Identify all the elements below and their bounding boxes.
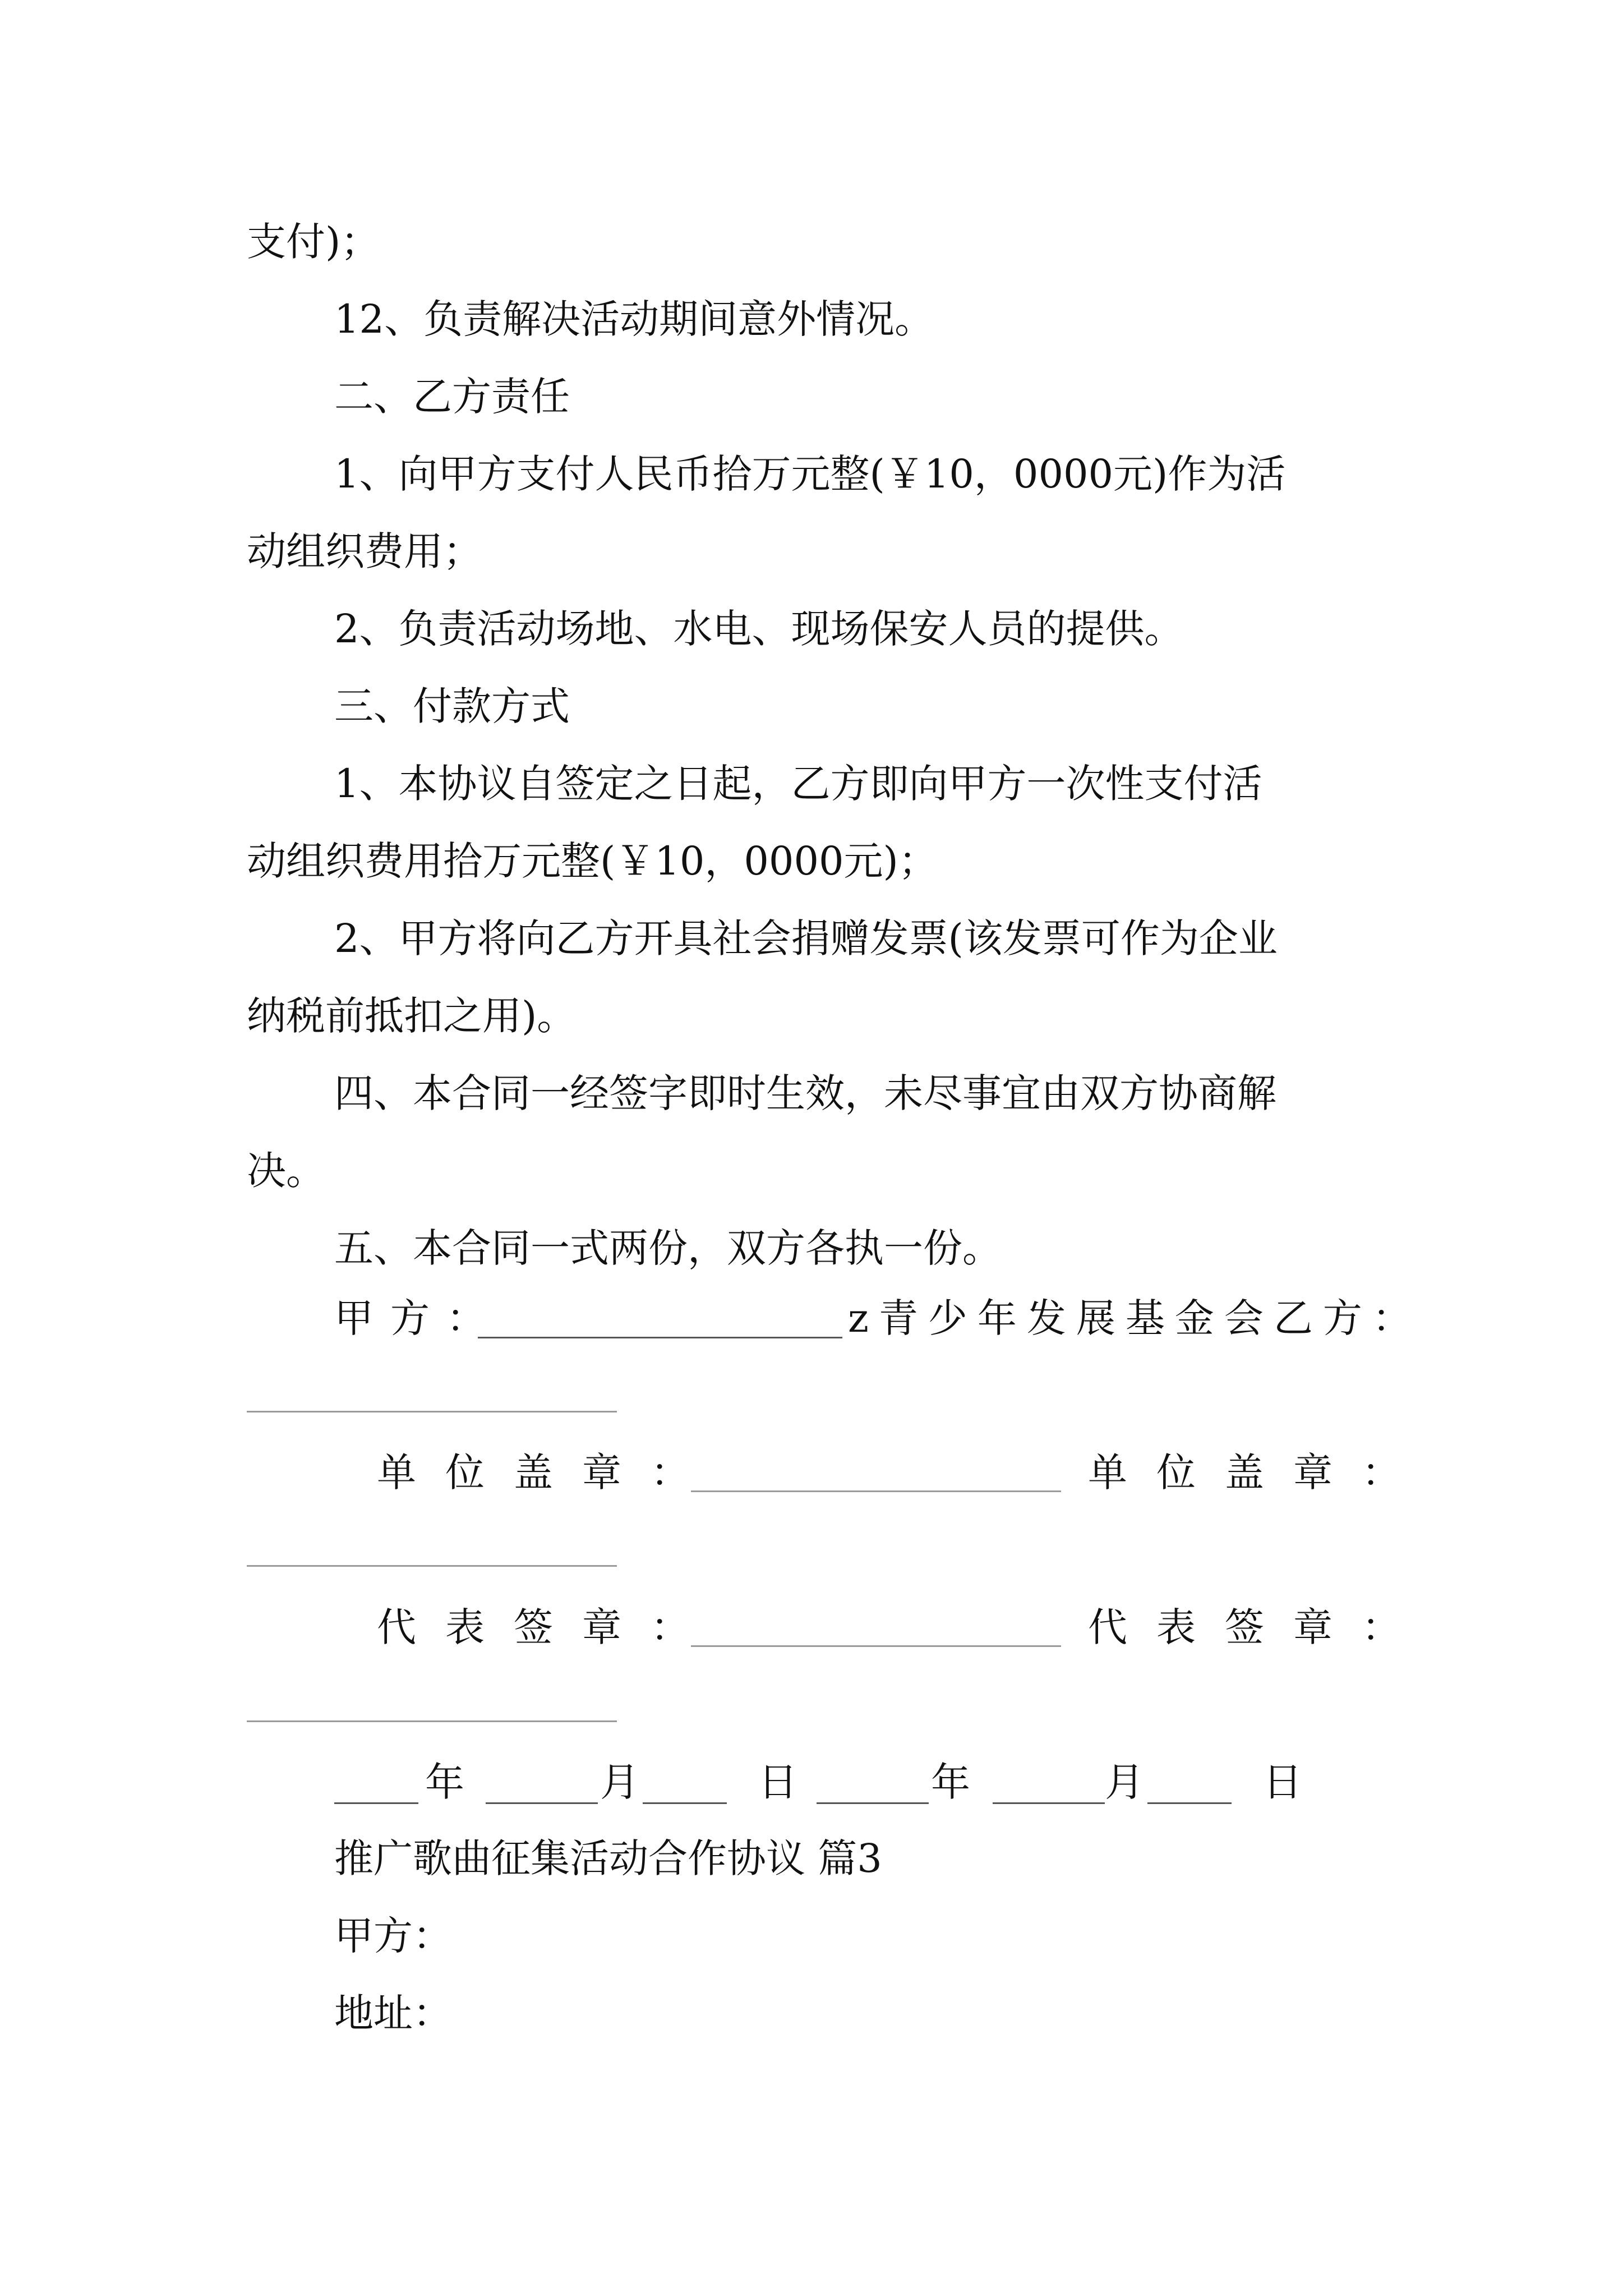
party-a-label: 甲方： xyxy=(334,1295,502,1341)
section3-title: 推广歌曲征集活动合作协议 篇3 xyxy=(334,1835,882,1881)
seal-blank-a xyxy=(691,1490,1061,1492)
rep-blank-a xyxy=(691,1645,1061,1647)
paragraph-venue-provision: 2、负责活动场地、水电、现场保安人员的提供。 xyxy=(334,606,1184,652)
paragraph-invoice: 2、甲方将向乙方开具社会捐赠发票(该发票可作为企业 xyxy=(334,915,1278,961)
date-day-blank-a xyxy=(643,1802,727,1804)
rep-label-b: 代表签章： xyxy=(1088,1604,1430,1650)
paragraph-effective-cont: 决。 xyxy=(247,1148,325,1194)
paragraph-payment-amount-cont: 动组织费用； xyxy=(247,528,482,574)
paragraph-payment-amount: 1、向甲方支付人民币拾万元整(￥10，0000元)作为活 xyxy=(334,451,1286,497)
seal-label-a: 单位盖章： xyxy=(377,1450,719,1496)
date-month-blank-a xyxy=(486,1802,598,1804)
section-heading-payment-method: 三、付款方式 xyxy=(334,683,570,729)
paragraph-copies: 五、本合同一式两份，双方各执一份。 xyxy=(334,1225,1002,1271)
section-heading-party-b-responsibility: 二、乙方责任 xyxy=(334,374,570,420)
section3-address: 地址： xyxy=(334,1990,452,2036)
seal-label-b: 单位盖章： xyxy=(1088,1450,1430,1496)
paragraph-one-time-payment-cont: 动组织费用拾万元整(￥10，0000元)； xyxy=(247,838,938,884)
date-year-blank-b xyxy=(817,1802,929,1804)
paragraph-effective: 四、本合同一经签字即时生效，未尽事宜由双方协商解 xyxy=(334,1070,1276,1116)
paragraph-item-12: 12、负责解决活动期间意外情况。 xyxy=(334,296,934,342)
paragraph-continuation: 支付)； xyxy=(247,219,380,265)
rep-blank-b xyxy=(247,1720,617,1722)
date-month-b: 月 xyxy=(1105,1759,1144,1805)
date-year-a: 年 xyxy=(425,1759,464,1805)
date-day-blank-b xyxy=(1147,1802,1232,1804)
party-a-blank xyxy=(478,1337,842,1338)
rep-label-a: 代表签章： xyxy=(377,1604,719,1650)
date-month-a: 月 xyxy=(600,1759,639,1805)
paragraph-invoice-cont: 纳税前抵扣之用)。 xyxy=(247,993,577,1039)
date-day-a: 日 xyxy=(758,1759,797,1805)
section3-party-a: 甲方： xyxy=(334,1913,452,1959)
date-year-blank-a xyxy=(334,1802,418,1804)
paragraph-one-time-payment: 1、本协议自签定之日起，乙方即向甲方一次性支付活 xyxy=(334,761,1262,807)
date-month-blank-b xyxy=(993,1802,1105,1804)
date-day-b: 日 xyxy=(1263,1759,1302,1805)
date-year-b: 年 xyxy=(931,1759,970,1805)
party-a-name: z青少年发展基金会乙方： xyxy=(848,1295,1422,1341)
party-b-blank xyxy=(247,1411,617,1412)
seal-blank-b xyxy=(247,1565,617,1567)
